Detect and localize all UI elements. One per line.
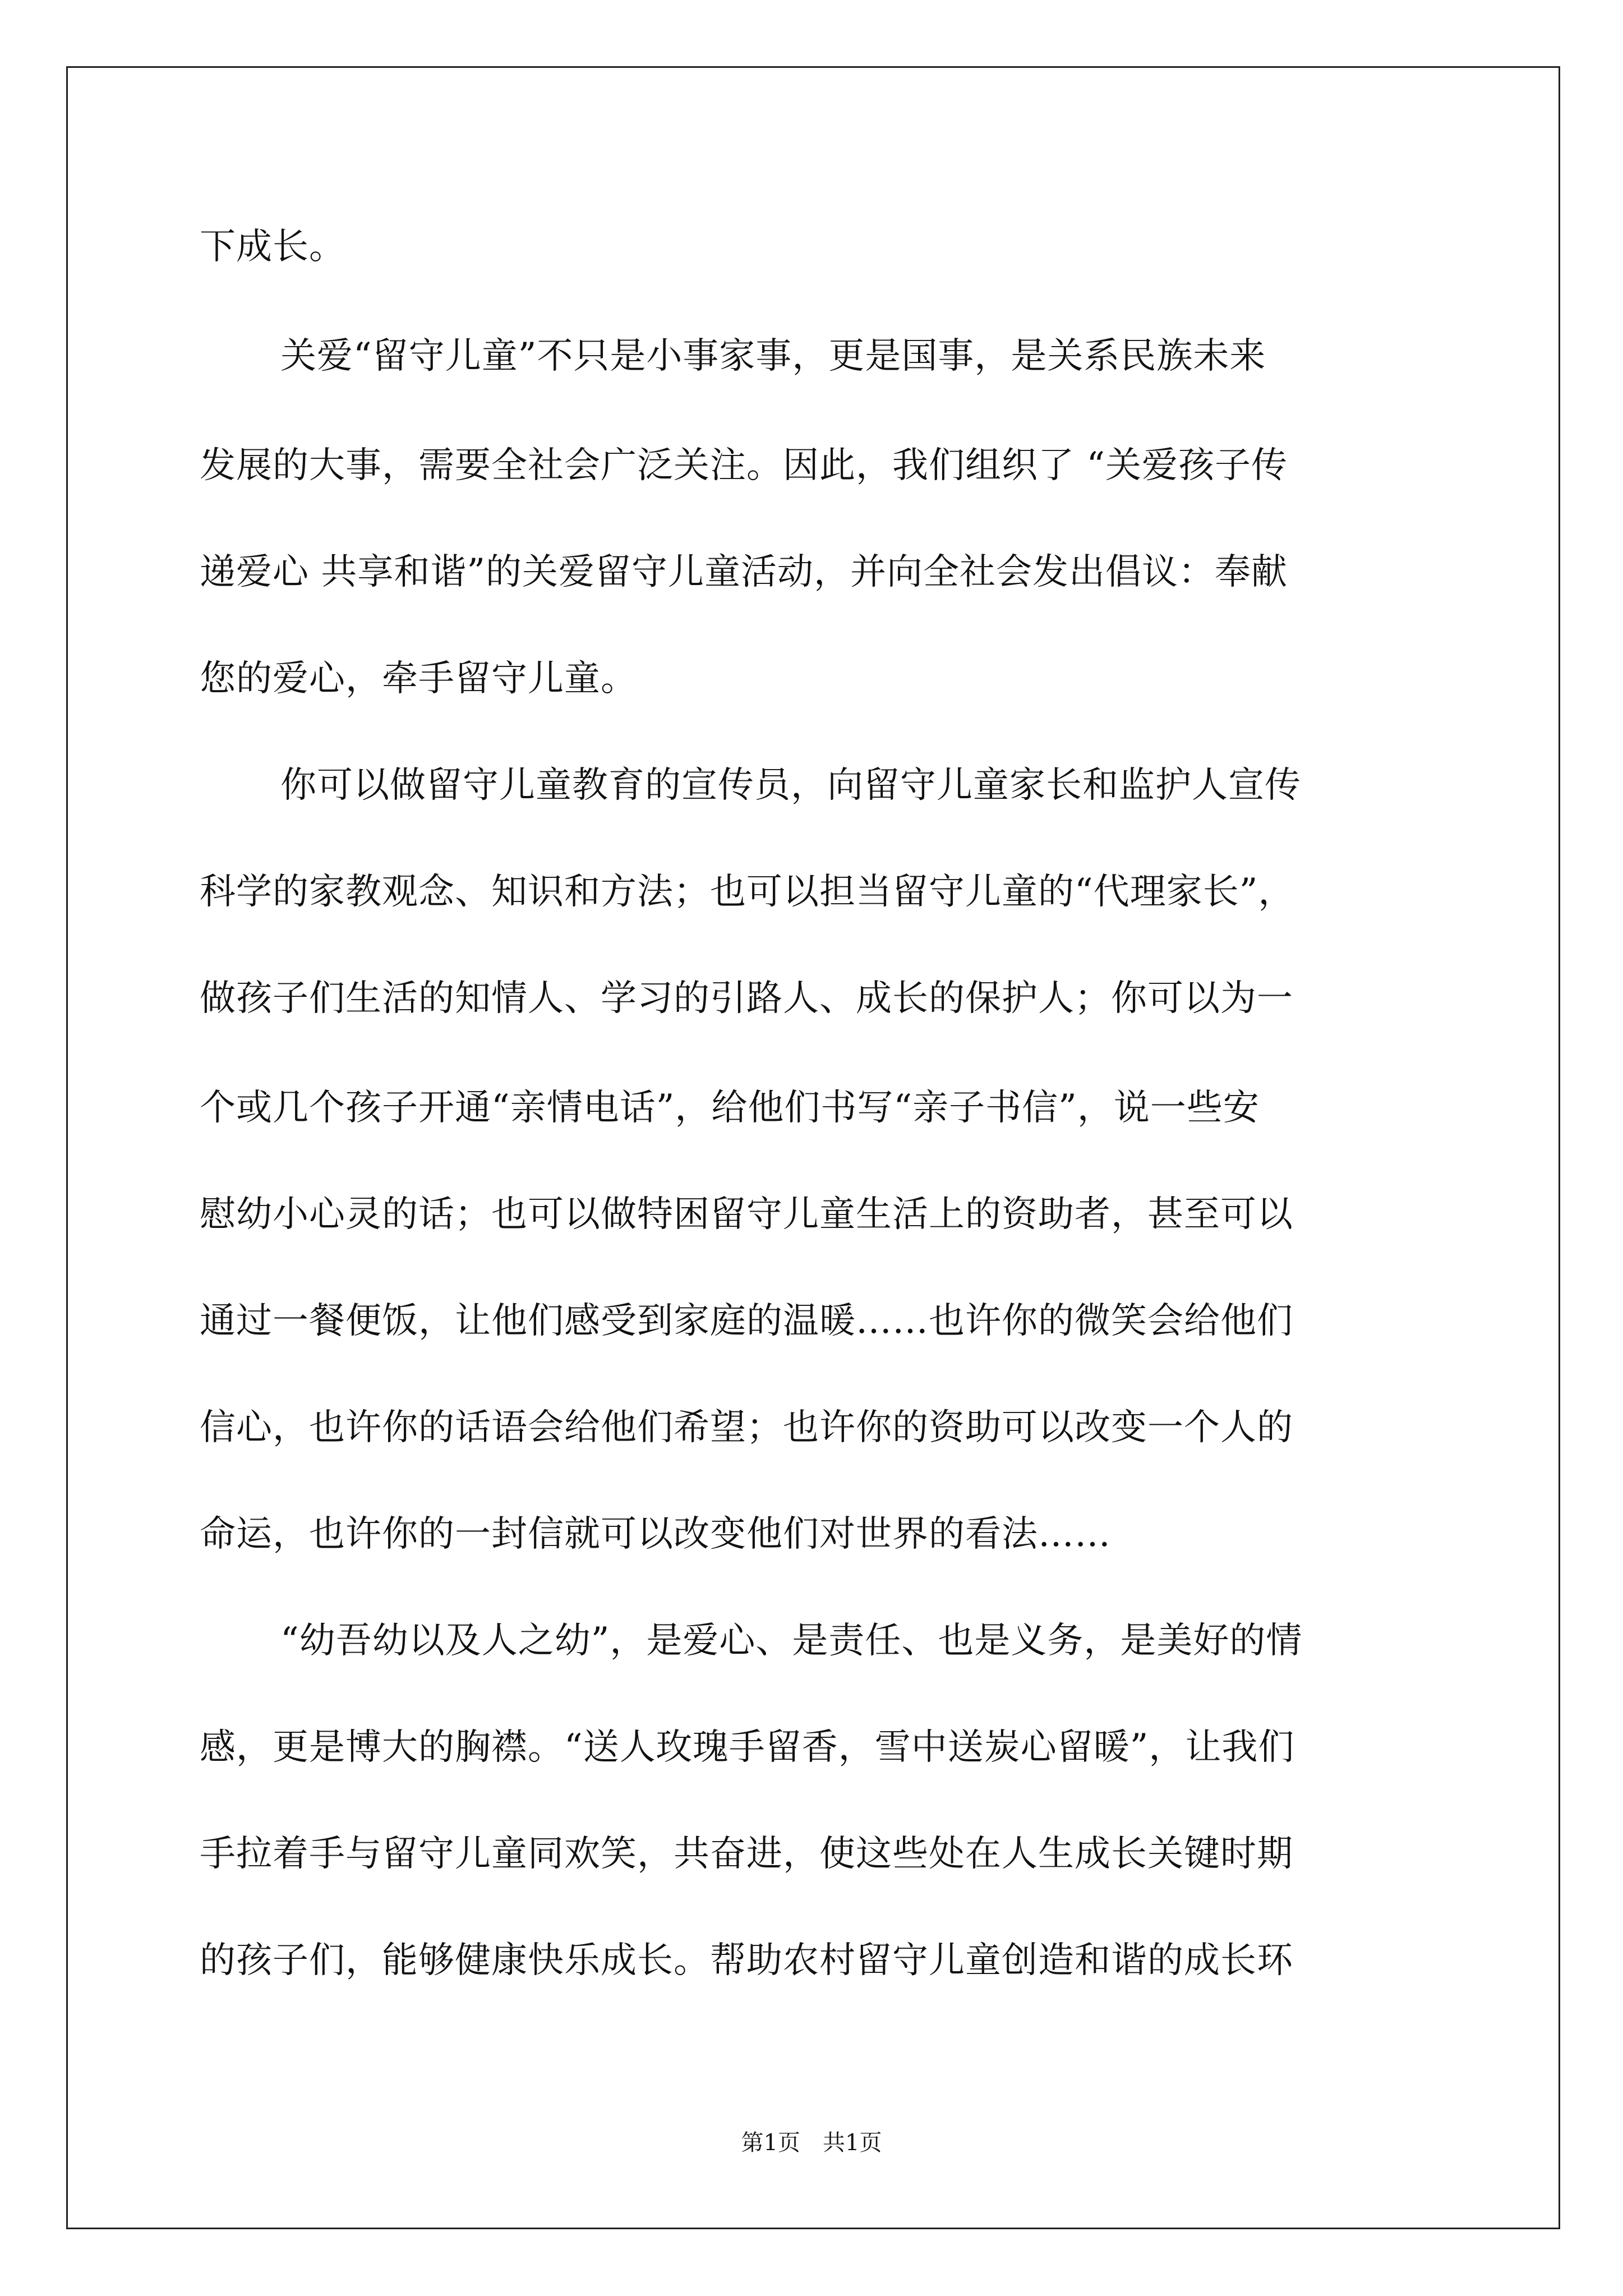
text-line: 下成长。: [200, 226, 345, 268]
text-line: 个或几个孩子开通“亲情电话”，给他们书写“亲子书信”，说一些安: [200, 1087, 1260, 1129]
text-line: 科学的家教观念、知识和方法；也可以担当留守儿童的“代理家长”，: [200, 871, 1295, 913]
text-line: 手拉着手与留守儿童同欢笑，共奋进，使这些处在人生成长关键时期: [200, 1833, 1293, 1875]
text-line: 你可以做留守儿童教育的宣传员，向留守儿童家长和监护人宣传: [280, 765, 1301, 806]
text-line: 的孩子们，能够健康快乐成长。帮助农村留守儿童创造和谐的成长环: [200, 1940, 1293, 1981]
text-line: 慰幼小心灵的话；也可以做特困留守儿童生活上的资助者，甚至可以: [200, 1194, 1293, 1235]
text-line: 发展的大事，需要全社会广泛关注。因此，我们组织了 “关爱孩子传: [200, 445, 1288, 486]
text-line: 递爱心 共享和谐”的关爱留守儿童活动，并向全社会发出倡议：奉献: [200, 551, 1288, 593]
text-line: “幼吾幼以及人之幼”，是爱心、是责任、也是义务，是美好的情: [280, 1620, 1303, 1662]
text-line: 关爱“留守儿童”不只是小事家事，更是国事，是关系民族未来: [280, 335, 1266, 377]
page-footer: 第1页 共1页: [741, 2130, 882, 2156]
text-line: 感，更是博大的胸襟。“送人玫瑰手留香，雪中送炭心留暖”，让我们: [200, 1727, 1295, 1768]
text-line: 信心，也许你的话语会给他们希望；也许你的资助可以改变一个人的: [200, 1407, 1293, 1448]
text-line: 通过一餐便饭，让他们感受到家庭的温暖……也许你的微笑会给他们: [200, 1300, 1293, 1342]
page-border: [66, 66, 1560, 2229]
text-line: 做孩子们生活的知情人、学习的引路人、成长的保护人；你可以为一: [200, 978, 1293, 1019]
text-line: 您的爱心，牵手留守儿童。: [200, 658, 637, 700]
text-line: 命运，也许你的一封信就可以改变他们对世界的看法……: [200, 1513, 1111, 1555]
